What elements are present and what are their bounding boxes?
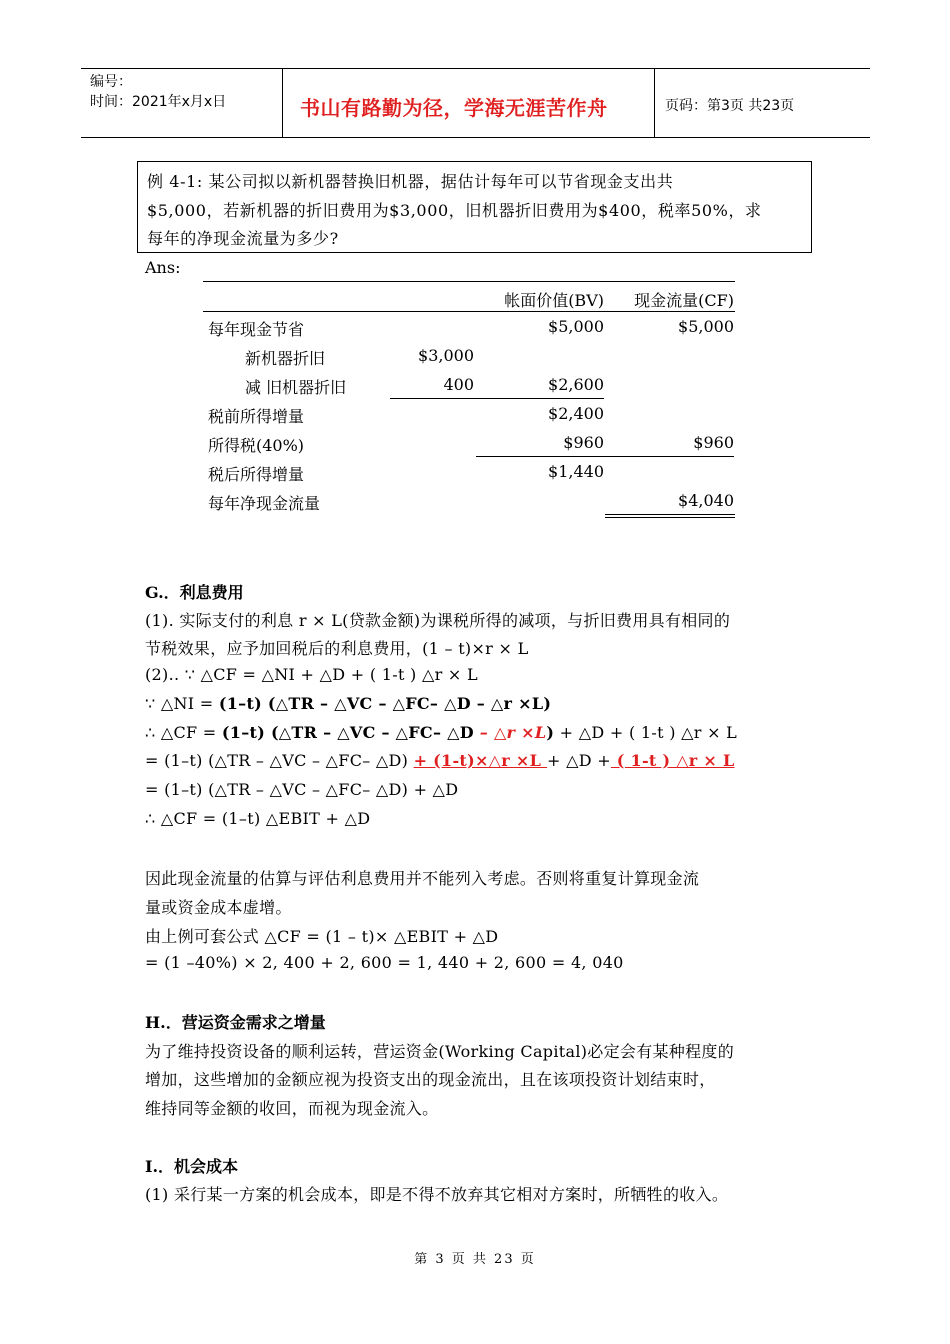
header-divider <box>282 69 283 137</box>
table-cell-bv: $2,400 <box>548 404 604 423</box>
table-row-label: 新机器折旧 <box>245 349 326 368</box>
equation-part: (1–t) (△TR – △VC – △FC– △D – △r ×L) <box>218 694 552 713</box>
table-row-label: 每年净现金流量 <box>208 494 321 513</box>
table-top-rule <box>203 281 735 282</box>
equation-simplified: = (1–t) (△TR – △VC – △FC– △D) + △D <box>145 780 459 799</box>
section-i-text: (1) 采行某一方案的机会成本，即是不得不放弃其它相对方案时，所牺牲的收入。 <box>145 1185 729 1204</box>
table-row-label: 税后所得增量 <box>208 465 305 484</box>
table-cell-cf: $4,040 <box>678 491 734 510</box>
ans-label: Ans: <box>145 258 181 277</box>
subtotal-rule <box>390 398 604 399</box>
header-page-info: 页码：第3页 共23页 <box>665 98 795 114</box>
equation-part: (1–t) (△TR – △VC – △FC– △D <box>221 723 474 742</box>
section-i-title: I.．机会成本 <box>145 1157 239 1176</box>
example-line: 例 4-1: 某公司拟以新机器替换旧机器，据估计每年可以节省现金支出共 <box>147 172 674 191</box>
equation-part: ∴ △CF = <box>145 723 222 742</box>
section-h-text: 维持同等金额的收回，而视为现金流入。 <box>145 1099 439 1118</box>
table-cell-bv: $2,600 <box>548 375 604 394</box>
column-header-cf: 现金流量(CF) <box>634 291 734 310</box>
section-g-title: G.．利息费用 <box>145 583 244 602</box>
equation-part: + △D + <box>547 751 611 770</box>
equation-part: = (1–t) (△TR – △VC – △FC– △D) <box>145 751 414 770</box>
example-line: $5,000，若新机器的折旧费用为$3,000，旧机器折旧费用为$400，税率50%，求 <box>147 201 762 220</box>
table-row-label: 每年现金节省 <box>208 320 305 339</box>
section-h-title: H.．营运资金需求之增量 <box>145 1013 326 1032</box>
header-date: 时间：2021年x月x日 <box>90 94 227 110</box>
paragraph-text: 由上例可套公式 △CF = (1 – t)× △EBIT + △D <box>145 927 499 946</box>
example-box <box>137 161 812 253</box>
example-line: 每年的净现金流量为多少? <box>147 229 339 248</box>
equation-highlight: ( 1-t ) △r × L <box>610 751 735 770</box>
section-g-text: (1). 实际支付的利息 r × L(贷款金额)为课税所得的减项，与折旧费用具有相同的 <box>145 611 731 630</box>
header-motto: 书山有路勤为径，学海无涯苦作舟 <box>300 96 608 120</box>
paragraph-text: 量或资金成本虚增。 <box>145 898 292 917</box>
equation-ni <box>145 694 551 713</box>
paragraph-text: = (1 –40%) × 2, 400 + 2, 600 = 1, 440 + 2, 600 = 4, 040 <box>145 953 624 972</box>
section-h-text: 为了维持投资设备的顺利运转，营运资金(Working Capital)必定会有某种程度的 <box>145 1042 734 1061</box>
table-row-label: 所得税(40%) <box>208 436 305 455</box>
column-header-bv: 帐面价值(BV) <box>504 291 604 310</box>
table-cell-bv: $960 <box>563 433 604 452</box>
section-h-text: 增加，这些增加的金额应视为投资支出的现金流出，且在该项投资计划结束时， <box>145 1070 716 1089</box>
table-row-label: 税前所得增量 <box>208 407 305 426</box>
equation-part: ) <box>546 723 555 742</box>
paragraph-text: 因此现金流量的估算与评估利息费用并不能列入考虑。否则将重复计算现金流 <box>145 869 700 888</box>
section-g-text: (2).. ∵ △CF = △NI + △D + ( 1-t ) △r × L <box>145 665 478 684</box>
equation-highlight: + (1-t)×△r ×L <box>413 751 547 770</box>
table-cell-bv: $5,000 <box>548 317 604 336</box>
section-g-text: 节税效果，应予加回税后的利息费用，(1 – t)×r × L <box>145 639 529 658</box>
table-cell-cf: $960 <box>693 433 734 452</box>
header-number-label: 编号： <box>90 74 132 90</box>
table-row-label: 减 旧机器折旧 <box>245 378 347 397</box>
equation-part: ∵ △NI = <box>145 694 219 713</box>
table-cell-bv: $1,440 <box>548 462 604 481</box>
equation-part: + △D + ( 1-t ) △r × L <box>554 723 738 742</box>
equation-result: ∴ △CF = (1–t) △EBIT + △D <box>145 809 371 828</box>
header-rule <box>203 311 735 312</box>
table-cell-mid: $3,000 <box>418 346 474 365</box>
total-double-rule <box>605 517 735 518</box>
table-cell-mid: 400 <box>443 375 474 394</box>
equation-expanded <box>145 751 735 770</box>
table-cell-cf: $5,000 <box>678 317 734 336</box>
header-divider <box>654 69 655 137</box>
equation-cf <box>145 723 737 742</box>
total-double-rule <box>605 514 735 515</box>
equation-highlight: – △r ×L <box>473 723 547 742</box>
page-footer: 第 3 页 共 23 页 <box>414 1252 536 1267</box>
subtotal-rule <box>476 456 734 457</box>
